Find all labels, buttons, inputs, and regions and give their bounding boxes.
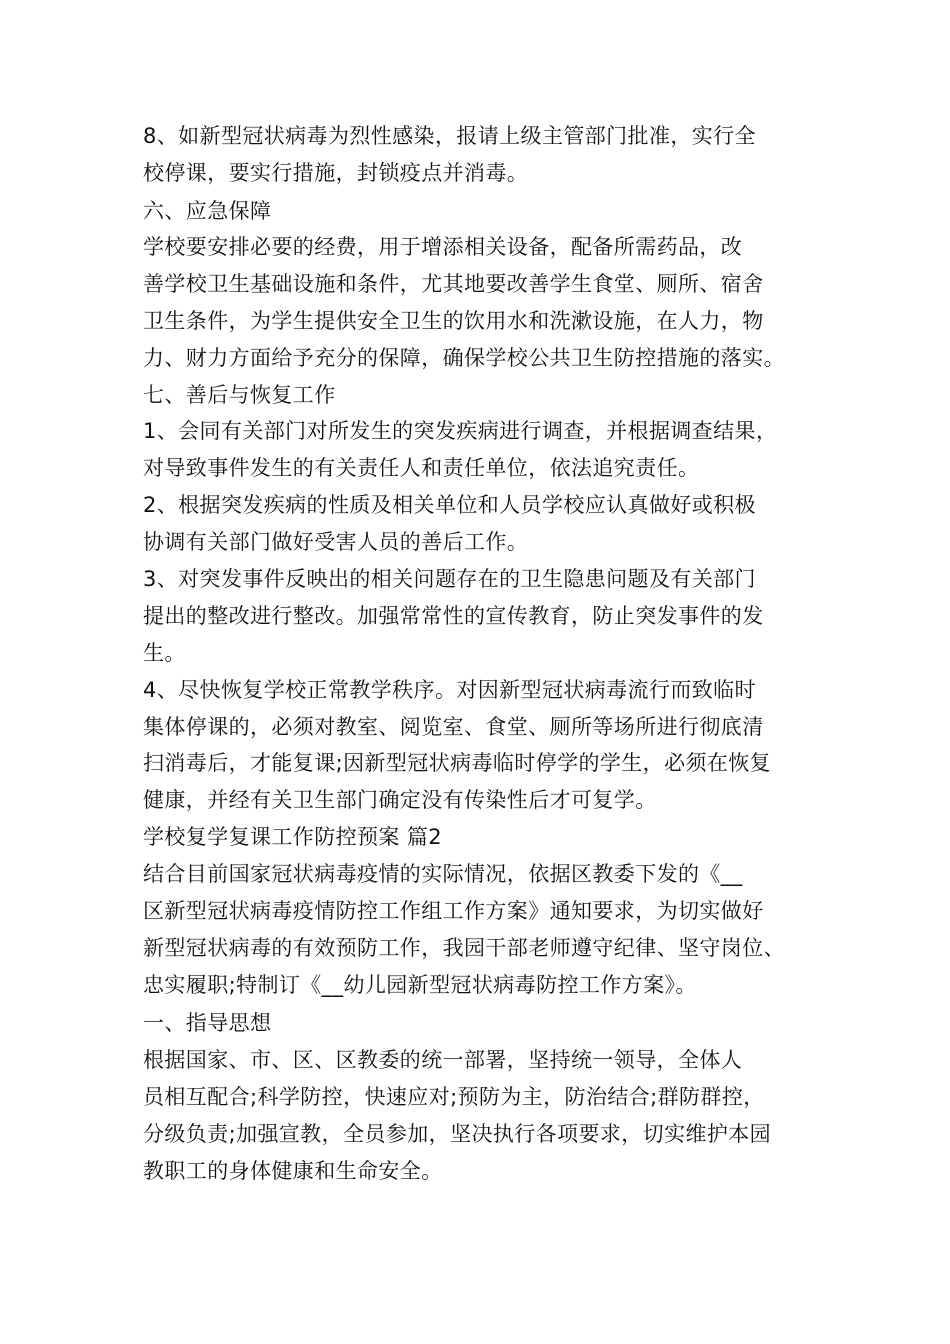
text-line: 学校要安排必要的经费，用于增添相关设备，配备所需药品，改: [143, 235, 743, 259]
text-line: 1、会同有关部门对所发生的突发疾病进行调查，并根据调查结果，: [143, 419, 778, 443]
text-line: 员相互配合;科学防控，快速应对;预防为主，防治结合;群防群控，: [143, 1085, 765, 1109]
text-line: 分级负责;加强宣教，全员参加，坚决执行各项要求，切实维护本园: [143, 1122, 772, 1146]
text-line: 力、财力方面给予充分的保障，确保学校公共卫生防控措施的落实。: [143, 346, 785, 370]
text-line: 健康，并经有关卫生部门确定没有传染性后才可复学。: [143, 788, 657, 812]
text-line: 生。: [143, 641, 186, 665]
text-line: 区新型冠状病毒疫情防控工作组工作方案》通知要求，为切实做好: [143, 899, 764, 923]
section-heading: 一、指导思想: [143, 1011, 272, 1035]
text-line: 集体停课的，必须对教室、阅览室、食堂、厕所等场所进行彻底清: [143, 715, 764, 739]
text-line: 卫生条件，为学生提供安全卫生的饮用水和洗漱设施，在人力，物: [143, 309, 764, 333]
text-line: 4、尽快恢复学校正常教学秩序。对因新型冠状病毒流行而致临时: [143, 678, 756, 702]
text-line: 校停课，要实行措施，封锁疫点并消毒。: [143, 161, 529, 185]
article-title: 学校复学复课工作防控预案 篇2: [143, 825, 443, 849]
text-line: 新型冠状病毒的有效预防工作，我园干部老师遵守纪律、坚守岗位、: [143, 936, 785, 960]
text-line: 8、如新型冠状病毒为烈性感染，报请上级主管部门批准，实行全: [143, 124, 756, 148]
text-line: 对导致事件发生的有关责任人和责任单位，依法追究责任。: [143, 456, 700, 480]
text-line: 协调有关部门做好受害人员的善后工作。: [143, 530, 529, 554]
text-line: 善学校卫生基础设施和条件，尤其地要改善学生食堂、厕所、宿舍: [143, 272, 764, 296]
text-line: 根据国家、市、区、区教委的统一部署，坚持统一领导，全体人: [143, 1048, 743, 1072]
text-line: 扫消毒后，才能复课;因新型冠状病毒临时停学的学生，必须在恢复: [143, 751, 772, 775]
text-line: 忠实履职;特制订《__幼儿园新型冠状病毒防控工作方案》。: [143, 973, 697, 997]
text-line: 提出的整改进行整改。加强常常性的宣传教育，防止突发事件的发: [143, 604, 764, 628]
section-heading: 七、善后与恢复工作: [143, 383, 336, 407]
section-heading: 六、应急保障: [143, 199, 272, 223]
text-line: 2、根据突发疾病的性质及相关单位和人员学校应认真做好或积极: [143, 493, 756, 517]
text-line: 3、对突发事件反映出的相关问题存在的卫生隐患问题及有关部门: [143, 567, 756, 591]
text-line: 教职工的身体健康和生命安全。: [143, 1159, 443, 1183]
text-line: 结合目前国家冠状病毒疫情的实际情况，依据区教委下发的《__: [143, 862, 743, 886]
